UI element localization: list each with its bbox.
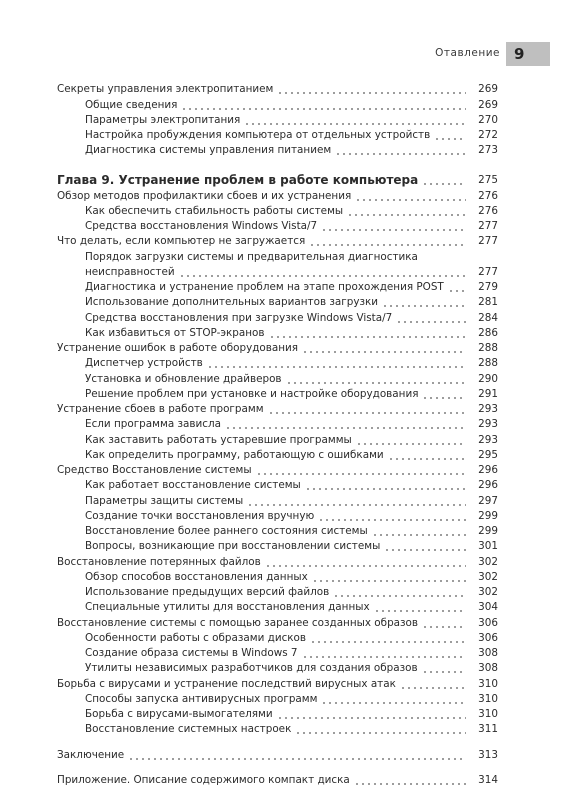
toc-entry-title: Настройка пробуждения компьютера от отдельных устройств — [85, 129, 431, 141]
toc-page-number: 296 — [478, 464, 498, 476]
toc-dot-leader — [321, 223, 466, 231]
toc-dot-leader — [277, 711, 466, 719]
toc-page-number: 286 — [478, 326, 498, 339]
toc-entry-title: Особенности работы с образами дисков — [85, 631, 307, 644]
toc-subsection-entry — [57, 112, 498, 127]
toc-entry-title: Утилиты независимых разработчиков для создания образов — [85, 662, 418, 675]
toc-page-number: 293 — [478, 403, 498, 415]
toc-page-number: 306 — [478, 616, 498, 629]
toc-page-number: 302 — [478, 555, 498, 568]
toc-subsection-entry — [57, 538, 498, 553]
toc-dot-leader — [268, 406, 466, 414]
table-of-contents — [57, 81, 498, 787]
toc-page-number: 293 — [478, 433, 498, 446]
toc-entry-title: Что делать, если компьютер не загружается — [57, 235, 306, 248]
toc-page-number: 299 — [478, 525, 498, 537]
toc-page-number: 304 — [478, 601, 498, 614]
toc-page-number: 290 — [478, 372, 498, 385]
toc-section-entry — [57, 675, 498, 690]
toc-subsection-entry — [57, 645, 498, 660]
toc-dot-leader — [321, 696, 466, 704]
toc-entry-title: Порядок загрузки системы и предварительная диагностика — [85, 250, 418, 263]
toc-page-number: 293 — [478, 418, 498, 431]
toc-entry-title: Как определить программу, работающую с ошибками — [85, 448, 384, 461]
toc-subsection-entry — [57, 355, 498, 370]
toc-page-number: 299 — [478, 509, 498, 522]
toc-entry-title: Создание точки восстановления вручную — [85, 509, 315, 522]
toc-dot-leader — [179, 269, 466, 277]
toc-page-number: 273 — [478, 144, 498, 157]
toc-page-number: 314 — [478, 773, 498, 786]
toc-entry-title: Диспетчер устройств — [85, 357, 203, 370]
toc-dot-leader — [312, 574, 466, 582]
toc-dot-leader — [382, 299, 466, 307]
toc-entry-title: Средство Восстановление системы — [57, 464, 252, 476]
toc-dot-leader — [302, 345, 466, 353]
toc-page-number: 296 — [478, 479, 498, 492]
toc-subsection-entry — [57, 706, 498, 721]
toc-spacer — [57, 736, 498, 746]
toc-dot-leader — [302, 650, 466, 658]
toc-page-number: 277 — [478, 235, 498, 248]
toc-page-number: 288 — [478, 357, 498, 370]
toc-page-number: 276 — [478, 204, 498, 217]
toc-dot-leader — [374, 604, 466, 612]
toc-subsection-entry — [57, 203, 498, 218]
toc-page-number: 284 — [478, 311, 498, 324]
page-number: 9 — [506, 42, 550, 66]
toc-subsection-entry — [57, 630, 498, 645]
toc-entry-title: Специальные утилиты для восстановления данных — [85, 601, 370, 614]
toc-page-number: 301 — [478, 540, 498, 553]
toc-dot-leader — [434, 132, 466, 140]
toc-section-entry — [57, 187, 498, 202]
toc-subsection-entry — [57, 96, 498, 111]
toc-entry-title: Как избавиться от STOP-экранов — [85, 326, 265, 339]
toc-dot-leader — [310, 635, 466, 643]
toc-entry-title: Диагностика и устранение проблем на этапе прохождения POST — [85, 281, 444, 293]
toc-entry-title: Восстановление системных настроек — [85, 723, 292, 736]
toc-entry-title: Секреты управления электропитанием — [57, 83, 274, 96]
toc-dot-leader — [422, 620, 466, 628]
toc-section-entry — [57, 340, 498, 355]
toc-section-entry — [57, 553, 498, 568]
toc-dot-leader — [388, 452, 466, 460]
toc-entry-title: Параметры электропитания — [85, 113, 241, 126]
toc-dot-leader — [295, 726, 466, 734]
toc-page-number: 313 — [478, 748, 498, 761]
toc-dot-leader — [128, 752, 466, 760]
toc-dot-leader — [355, 193, 466, 201]
toc-dot-leader — [318, 513, 466, 521]
toc-entry-title: Восстановление более раннего состояния системы — [85, 525, 368, 537]
toc-page-number: 310 — [478, 692, 498, 705]
toc-dot-leader — [347, 208, 466, 216]
toc-dot-leader — [265, 559, 466, 567]
toc-entry-title: Устранение ошибок в работе оборудования — [57, 342, 299, 354]
toc-entry-title: Решение проблем при установке и настройке оборудования — [85, 387, 419, 400]
toc-entry-title: Диагностика системы управления питанием — [85, 144, 332, 157]
toc-dot-leader — [400, 681, 466, 689]
toc-page-number: 295 — [478, 448, 498, 461]
toc-dot-leader — [305, 482, 466, 490]
toc-dot-leader — [244, 117, 466, 125]
toc-entry-title: Восстановление потерянных файлов — [57, 555, 261, 568]
toc-entry-title: Восстановление системы с помощью заранее созданных образов — [57, 616, 419, 629]
toc-section-entry — [57, 614, 498, 629]
toc-entry-title: Заключение — [57, 748, 125, 761]
toc-entry-title: Средства восстановления Windows Vista/7 — [85, 220, 318, 232]
toc-subsection-entry — [57, 721, 498, 736]
toc-chapter-heading — [57, 166, 498, 187]
toc-dot-leader — [225, 421, 466, 429]
toc-subsection-entry — [57, 142, 498, 157]
toc-dot-leader — [247, 498, 466, 506]
toc-dot-leader — [422, 391, 466, 399]
toc-entry-title: Глава 9. Устранение проблем в работе компьютера — [57, 174, 419, 188]
toc-entry-title: Как обеспечить стабильность работы системы — [85, 204, 344, 217]
toc-subsection-entry — [57, 508, 498, 523]
toc-dot-leader — [422, 177, 466, 185]
toc-dot-leader — [422, 665, 466, 673]
toc-subsection-entry — [57, 492, 498, 507]
toc-dot-leader — [396, 315, 466, 323]
toc-subsection-entry — [57, 599, 498, 614]
toc-subsection-entry — [57, 691, 498, 706]
toc-entry-title: Использование дополнительных вариантов загрузки — [85, 296, 379, 309]
toc-subsection-entry — [57, 386, 498, 401]
toc-entry-title: Общие сведения — [85, 98, 178, 111]
toc-entry-title: Борьба с вирусами-вымогателями — [85, 708, 273, 720]
toc-dot-leader — [207, 360, 466, 368]
toc-page-number: 297 — [478, 494, 498, 507]
toc-dot-leader — [269, 330, 466, 338]
toc-page-number: 269 — [478, 83, 498, 96]
toc-section-entry — [57, 401, 498, 416]
toc-entry-title: Вопросы, возникающие при восстановлении системы — [85, 540, 381, 553]
toc-entry-title: Создание образа системы в Windows 7 — [85, 647, 298, 659]
toc-entry-title: Использование предыдущих версий файлов — [85, 586, 330, 598]
toc-entry-title: Если программа зависла — [85, 418, 221, 431]
running-title: Отавление — [435, 47, 500, 59]
toc-section-entry — [57, 462, 498, 477]
toc-dot-leader — [372, 528, 466, 536]
toc-subsection-entry — [57, 431, 498, 446]
toc-subsection-entry — [57, 416, 498, 431]
toc-page-number: 279 — [478, 281, 498, 293]
toc-page-number: 277 — [478, 265, 498, 278]
toc-page-number: 272 — [478, 129, 498, 141]
toc-page-number: 302 — [478, 586, 498, 598]
toc-entry-title: Параметры защиты системы — [85, 494, 244, 507]
toc-entry-title: Установка и обновление драйверов — [85, 372, 282, 385]
toc-page-number: 275 — [478, 174, 498, 187]
toc-entry-title: Приложение. Описание содержимого компакт диска — [57, 773, 350, 786]
toc-section-entry — [57, 233, 498, 248]
toc-page-number: 306 — [478, 631, 498, 644]
toc-subsection-entry — [57, 325, 498, 340]
toc-subsection-entry — [57, 477, 498, 492]
toc-subsection-entry — [57, 660, 498, 675]
page-header — [0, 42, 562, 66]
toc-entry-title: Как работает восстановление системы — [85, 479, 301, 492]
toc-entry-title: Устранение сбоев в работе программ — [57, 403, 264, 415]
toc-page-number: 277 — [478, 220, 498, 232]
toc-dot-leader — [448, 284, 466, 292]
toc-spacer — [57, 762, 498, 772]
toc-page-number: 276 — [478, 189, 498, 202]
toc-page-number: 291 — [478, 387, 498, 400]
toc-entry-title: Как заставить работать устаревшие программы — [85, 433, 352, 446]
toc-subsection-entry — [57, 447, 498, 462]
toc-subsection-entry — [57, 294, 498, 309]
toc-page-number: 308 — [478, 662, 498, 675]
toc-dot-leader — [354, 777, 466, 785]
toc-subsection-entry — [57, 279, 498, 294]
toc-page-number: 269 — [478, 98, 498, 111]
toc-dot-leader — [286, 376, 466, 384]
toc-subsection-entry — [57, 523, 498, 538]
toc-subsection-entry — [57, 248, 498, 263]
toc-page-number: 308 — [478, 647, 498, 659]
toc-dot-leader — [309, 238, 466, 246]
toc-dot-leader — [333, 589, 466, 597]
toc-subsection-entry — [57, 584, 498, 599]
toc-page-number: 281 — [478, 296, 498, 309]
toc-section-entry — [57, 772, 498, 787]
toc-dot-leader — [335, 147, 466, 155]
toc-section-entry — [57, 81, 498, 96]
toc-dot-leader — [256, 467, 466, 475]
toc-subsection-entry — [57, 127, 498, 142]
toc-subsection-entry — [57, 218, 498, 233]
toc-page-number: 310 — [478, 677, 498, 690]
toc-entry-title: Средства восстановления при загрузке Windows Vista/7 — [85, 311, 393, 324]
toc-entry-title: Обзор способов восстановления данных — [85, 570, 308, 583]
toc-dot-leader — [356, 437, 466, 445]
toc-page-number: 311 — [478, 723, 498, 736]
toc-page-number: 288 — [478, 342, 498, 354]
toc-entry-title: Обзор методов профилактики сбоев и их устранения — [57, 189, 352, 202]
toc-entry-title: Способы запуска антивирусных программ — [85, 692, 318, 705]
toc-subsection-entry — [57, 569, 498, 584]
toc-section-entry — [57, 746, 498, 761]
toc-page-number: 310 — [478, 708, 498, 720]
toc-dot-leader — [181, 102, 466, 110]
toc-entry-title: Борьба с вирусами и устранение последствий вирусных атак — [57, 677, 396, 690]
toc-dot-leader — [277, 86, 466, 94]
toc-subsection-entry — [57, 264, 498, 279]
toc-page-number: 302 — [478, 570, 498, 583]
toc-subsection-entry — [57, 370, 498, 385]
toc-dot-leader — [384, 543, 466, 551]
toc-entry-title: неисправностей — [85, 265, 175, 278]
toc-page-number: 270 — [478, 113, 498, 126]
toc-subsection-entry — [57, 309, 498, 324]
